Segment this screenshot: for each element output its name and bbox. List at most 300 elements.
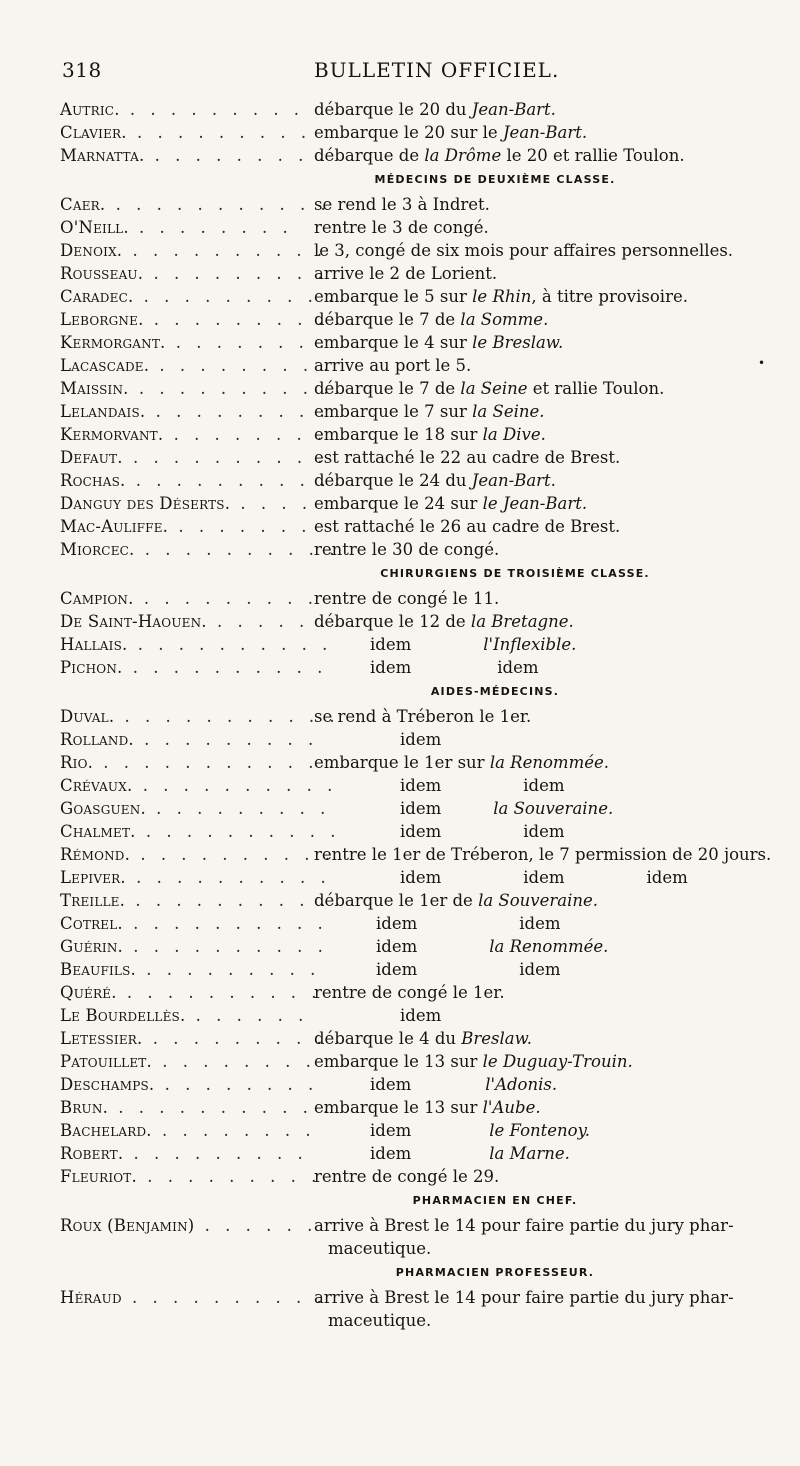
entry-name-text: Autric. [60,100,120,119]
entry-name-text: Rochas. [60,471,126,490]
leader-dots: . . . . . . . . . [143,264,328,283]
leader-dots: . . . . . . . . [151,1052,316,1071]
entry-row [60,285,770,308]
entry-row [60,728,770,751]
entry-description [314,98,556,121]
description-text: idem [376,937,418,956]
entry-name-text: Letessier. [60,1029,143,1048]
entry-name [60,285,339,308]
entry-row [60,331,770,354]
entry-row [60,239,770,262]
entry-name-text: Chalmet. [60,822,136,841]
leader-dots: . . . . . . . . . [126,123,312,142]
entry-name [60,331,330,354]
entry-row [60,935,770,958]
description-text: embarque le 20 sur le [314,123,503,142]
ship-name: la Somme. [460,310,549,329]
description-text: idem [376,960,418,979]
description-text: idem [497,658,539,677]
entry-description [314,446,620,469]
entry-name-text: O'Neill. [60,218,129,237]
entry-row [60,469,770,492]
entry-name-text: Quéré. [60,983,117,1002]
entry-description [314,400,545,423]
entry-description [314,866,688,889]
description-text: idem [523,776,565,795]
ship-name: la Souveraine. [478,891,599,910]
entry-name [60,705,340,728]
entry-row [60,492,770,515]
entry-name [60,587,318,610]
entry-description [314,1027,532,1050]
entry-name [60,1142,310,1165]
section-heading-medecins: MÉDECINS DE DEUXIÈME CLASSE. [374,173,616,186]
entry-description [314,193,490,216]
leader-dots: . . . . . . . . . [142,1029,327,1048]
description-text: idem [519,960,561,979]
entry-name [60,866,331,889]
entry-name-text: Caer. [60,195,106,214]
leader-dots: . . . . [230,494,313,513]
entry-name [60,935,328,958]
entry-row [60,377,770,400]
ship-name: l'Adonis. [485,1075,558,1094]
entry-name [60,1286,327,1309]
description-text: se rend le 3 à Indret. [314,195,490,214]
entry-row [60,705,770,728]
entry-row [60,1073,770,1096]
leader-dots: . . . . . . [194,1216,318,1235]
leader-dots: . . . . . . . . . . [125,471,331,490]
leader-dots: . . . . . . . . . . [134,540,340,559]
entry-row [60,656,770,679]
entry-name [60,656,328,679]
description-text: idem [400,822,442,841]
entry-name [60,820,341,843]
ship-name: Breslaw. [461,1029,533,1048]
entry-name-text: Le Bourdellès. [60,1006,186,1025]
description-text: embarque le 1er sur [314,753,490,772]
leader-dots: . . . . . . . . [151,1121,316,1140]
entry-description: arrive à Brest le 14 pour faire partie du jury phar- [314,1288,734,1307]
entry-name-text: Danguy des Déserts. [60,494,231,513]
entry-row [60,866,770,889]
description-text: rentre le 30 de congé. [314,540,500,559]
entry-name [60,446,328,469]
entry-description [314,912,561,935]
entry-description [314,492,587,515]
description-text: débarque le 7 de [314,379,461,398]
ship-name: la Souveraine. [493,799,614,818]
description-text: idem [370,658,412,677]
description-text: rentre de congé le 1er. [314,983,505,1002]
ship-name: la Dive. [482,425,546,444]
entry-description [314,705,531,728]
entry-name [60,492,313,515]
entry-name-text: Crévaux. [60,776,133,795]
entry-row [60,610,770,633]
description-text: idem [370,635,412,654]
entry-row [60,121,770,144]
ship-name: la Marne. [489,1144,570,1163]
description-text: arrive le 2 de Lorient. [314,264,498,283]
entry-description [314,121,587,144]
entry-row [60,843,770,866]
entry-row [60,308,770,331]
leader-dots: . . . . . . . . . . [122,241,328,260]
ship-name: le Duguay-Trouin. [482,1052,633,1071]
entry-name [60,354,334,377]
description-text: idem [523,868,565,887]
entry-row [60,1286,770,1309]
leader-dots: . . . . . . [206,612,330,631]
entry-name-text: Denoix. [60,241,123,260]
entry-name [60,193,331,216]
entry-row [60,1142,770,1165]
description-text: idem [400,776,442,795]
ink-mark: • [758,356,766,370]
entry-name-text: Bachelard. [60,1121,152,1140]
description-text: idem [400,868,442,887]
entry-name [60,515,310,538]
description-text: rentre le 1er de Tréberon, le 7 permission de 20 jours. [314,845,772,864]
entry-name [60,469,331,492]
entry-name [60,610,330,633]
ship-name: la Renommée. [489,753,609,772]
description-text: et rallie Toulon. [527,379,665,398]
leader-dots: . . . . . . . . . . [135,822,341,841]
entry-name-text: Treille. [60,891,126,910]
entry-row [60,423,770,446]
entry-row [60,1096,770,1119]
leader-dots: . . . . . . . . . . [130,845,335,864]
entry-name [60,308,328,331]
entry-name-text: Goasguen. [60,799,146,818]
leader-dots: . . . . . . . . . . . [105,195,331,214]
entry-name-text: Leborgne. [60,310,144,329]
entry-name-text: Clavier. [60,123,127,142]
entry-name-text: Fleuriot. [60,1167,137,1186]
entry-description-continued: maceutique. [328,1311,432,1330]
entry-description [314,774,565,797]
entry-name-text: Lepiver. [60,868,126,887]
entry-description [314,751,609,774]
description-text: idem [370,1075,412,1094]
entry-name [60,98,310,121]
entry-description [314,935,608,958]
entry-row [60,400,770,423]
description-text: débarque le 20 du [314,100,472,119]
entry-description [314,610,574,633]
entry-row [60,538,770,561]
description-text: embarque le 4 sur [314,333,473,352]
entry-row [60,262,770,285]
ship-name: l'Inflexible. [483,635,577,654]
leader-dots: . . . . . . . . . [149,356,334,375]
running-title: BULLETIN OFFICIEL. [314,58,560,82]
entry-name [60,239,328,262]
leader-dots: . . . . . . . . . . [133,287,339,306]
entry-name [60,1096,334,1119]
entry-name [60,843,335,866]
entry-name-text: Pichon. [60,658,123,677]
leader-dots: . . . . . . . . . [143,310,328,329]
ship-name: Jean-Bart. [471,471,556,490]
entry-name-text: Miorcec. [60,540,135,559]
entry-name-text: Rolland. [60,730,134,749]
ship-name: la Renommée. [489,937,609,956]
entry-description [314,1142,570,1165]
entry-name [60,144,329,167]
entry-name-text: De Saint-Haouen. [60,612,207,631]
leader-dots: . . . . . . . . . . [127,635,333,654]
entry-name [60,633,333,656]
entry-description-continued: maceutique. [328,1239,432,1258]
entry-name-text: Beaufils. [60,960,136,979]
entry-name-text: Cotrel. [60,914,123,933]
entry-row [60,889,770,912]
entry-row-continued [60,1237,770,1260]
leader-dots: . . . . . . . . . [135,960,321,979]
ship-name: la Drôme [424,146,502,165]
entry-description [314,423,546,446]
description-text: embarque le 18 sur [314,425,483,444]
ship-name: Jean-Bart. [471,100,556,119]
entry-description [314,1004,441,1027]
entry-name [60,1073,319,1096]
entry-description [314,843,771,866]
entry-name [60,958,321,981]
entry-row [60,216,770,239]
entry-row [60,1214,770,1237]
leader-dots: . . . . . . . . . [144,146,329,165]
section-heading-aides: AIDES-MÉDECINS. [430,685,560,698]
entry-row [60,820,770,843]
entry-description [314,889,598,912]
entry-row [60,144,770,167]
entry-name [60,1027,327,1050]
leader-dots: . . . . . . . . . . [132,776,338,795]
leader-dots: . . . . . . . . . . [122,658,328,677]
section-heading-pharmacien-chef: PHARMACIEN EN CHEF. [412,1194,578,1207]
description-text: , à titre provisoire. [531,287,688,306]
leader-dots: . . . . . . . . [128,218,293,237]
entry-name [60,728,319,751]
leader-dots: . . . . . . . . . . [125,868,331,887]
entry-name-text: Lacascade. [60,356,150,375]
leader-dots: . . . . . . . . [154,1075,319,1094]
leader-dots: . . . . . . . . . . [121,1288,327,1307]
entry-row [60,1050,770,1073]
entry-name [60,912,328,935]
description-text: se rend à Tréberon le 1er. [314,707,532,726]
entry-row [60,912,770,935]
entry-name-text: Robert. [60,1144,124,1163]
entry-description [314,262,497,285]
entry-name [60,377,334,400]
entry-row [60,1004,770,1027]
ship-name: l'Aube. [482,1098,541,1117]
description-text: embarque le 24 sur [314,494,483,513]
description-text: idem [646,868,688,887]
description-text: débarque le 12 de [314,612,471,631]
section-heading-chirurgiens: CHIRURGIENS DE TROISIÈME CLASSE. [380,567,650,580]
entry-name [60,1004,310,1027]
entry-description [314,1050,633,1073]
entry-name [60,1119,316,1142]
entry-name-text: Kermorgant. [60,333,166,352]
leader-dots: . . . . . . . . . . . [116,983,343,1002]
entry-name-text: Duval. [60,707,115,726]
leader-dots: . . . . . . . . . . . [114,707,340,726]
ship-name: le Jean-Bart. [482,494,588,513]
entry-row [60,1027,770,1050]
ship-name: le Fontenoy. [489,1121,590,1140]
entry-name [60,216,310,239]
entry-name-text: Hallais. [60,635,128,654]
entry-name-text: Deschamps. [60,1075,155,1094]
entry-name-text: Caradec. [60,287,134,306]
entry-description [314,587,499,610]
entry-row [60,193,770,216]
entry-name-text: Rémond. [60,845,131,864]
entry-name [60,797,331,820]
entry-name [60,1214,318,1237]
description-text: embarque le 13 sur [314,1098,483,1117]
leader-dots: . . . . . . . . . . . . [93,753,339,772]
description-text: idem [400,799,442,818]
leader-dots: . . . . . . . . . [133,589,318,608]
entry-name-text: Rio. [60,753,94,772]
entry-description [314,728,441,751]
section-heading-pharmacien-professeur: PHARMACIEN PROFESSEUR. [395,1266,595,1279]
leader-dots: . . . . . . . . . [136,1167,322,1186]
description-text: rentre le 3 de congé. [314,218,489,237]
entry-name [60,400,330,423]
entry-description [314,354,471,377]
description-text: idem [519,914,561,933]
description-text: débarque le 4 du [314,1029,462,1048]
leader-dots: . . . . . . . . . . [122,937,328,956]
entry-name [60,538,340,561]
entry-description [314,331,563,354]
ship-name: la Bretagne. [470,612,574,631]
entry-description [314,538,499,561]
entry-description [314,377,664,400]
page-header [62,58,622,88]
leader-dots: . . . . . . . . . . . [108,1098,334,1117]
entry-name [60,262,328,285]
entry-description [314,308,548,331]
entry-row [60,587,770,610]
entry-name [60,981,343,1004]
description-text: idem [370,1121,412,1140]
entry-name [60,774,338,797]
entry-description [314,1119,590,1142]
description-text: arrive au port le 5. [314,356,472,375]
entry-name [60,1050,316,1073]
description-text: débarque le 1er de [314,891,479,910]
ship-name: Jean-Bart. [502,123,588,142]
leader-dots: . . . . . . . . . [133,730,319,749]
entry-description [314,820,565,843]
leader-dots: . . . . . . . . . . [128,379,334,398]
entry-name-text: Marnatta. [60,146,145,165]
entry-row [60,98,770,121]
entry-row [60,797,770,820]
leader-dots: . . . . . . . [168,517,312,536]
entry-name-text: Kermorvant. [60,425,164,444]
entry-row [60,633,770,656]
ship-name: le Breslaw. [472,333,564,352]
entry-description [314,958,561,981]
ship-name: la Seine. [472,402,545,421]
entry-name-text: Roux (Benjamin) [60,1216,195,1235]
entry-row [60,515,770,538]
entry-description [314,1165,499,1188]
entry-name-text: Héraud [60,1288,122,1307]
description-text: débarque le 7 de [314,310,461,329]
entry-row [60,1165,770,1188]
description-text: idem [400,1006,442,1025]
entry-name-text: Maissin. [60,379,129,398]
entry-name-text: Rousseau. [60,264,144,283]
entry-row-continued [60,1309,770,1332]
description-text: débarque le 24 du [314,471,472,490]
entry-name [60,121,310,144]
entry-name [60,889,330,912]
leader-dots: . . . . . . . . . [119,100,305,119]
leader-dots: . . . . . . . . . [123,1144,308,1163]
leader-dots: . . . . . . . . . [145,402,330,421]
description-text: idem [523,822,565,841]
leader-dots: . . . . . . . . . . [122,448,328,467]
entry-description [314,515,620,538]
entry-name-text: Brun. [60,1098,109,1117]
description-text: débarque de [314,146,425,165]
ship-name: le Rhin [472,287,532,306]
entry-name [60,1165,322,1188]
entry-row [60,958,770,981]
leader-dots: . . . . . . . . . . [122,914,328,933]
description-text: embarque le 7 sur [314,402,473,421]
entry-row [60,981,770,1004]
entry-row [60,774,770,797]
entry-name-text: Mac-Auliffe. [60,517,169,536]
ship-name: la Seine [460,379,528,398]
description-text: rentre de congé le 11. [314,589,500,608]
entry-description [314,1073,557,1096]
entry-name-text: Patouillet. [60,1052,152,1071]
entry-name-text: Defaut. [60,448,123,467]
entry-name [60,751,339,774]
entry-name-text: Campion. [60,589,134,608]
entry-row [60,751,770,774]
description-text: le 3, congé de six mois pour affaires personnelles. [314,241,734,260]
leader-dots: . . . . . . [185,1006,309,1025]
entry-row [60,354,770,377]
leader-dots: . . . . . . . . . [145,799,331,818]
entry-description [314,656,539,679]
description-text: embarque le 13 sur [314,1052,483,1071]
entry-name [60,423,328,446]
leader-dots: . . . . . . . . . . [125,891,330,910]
entry-description [314,216,489,239]
description-text: idem [400,730,442,749]
entry-description [314,1096,541,1119]
entry-description [314,633,576,656]
entry-row [60,446,770,469]
